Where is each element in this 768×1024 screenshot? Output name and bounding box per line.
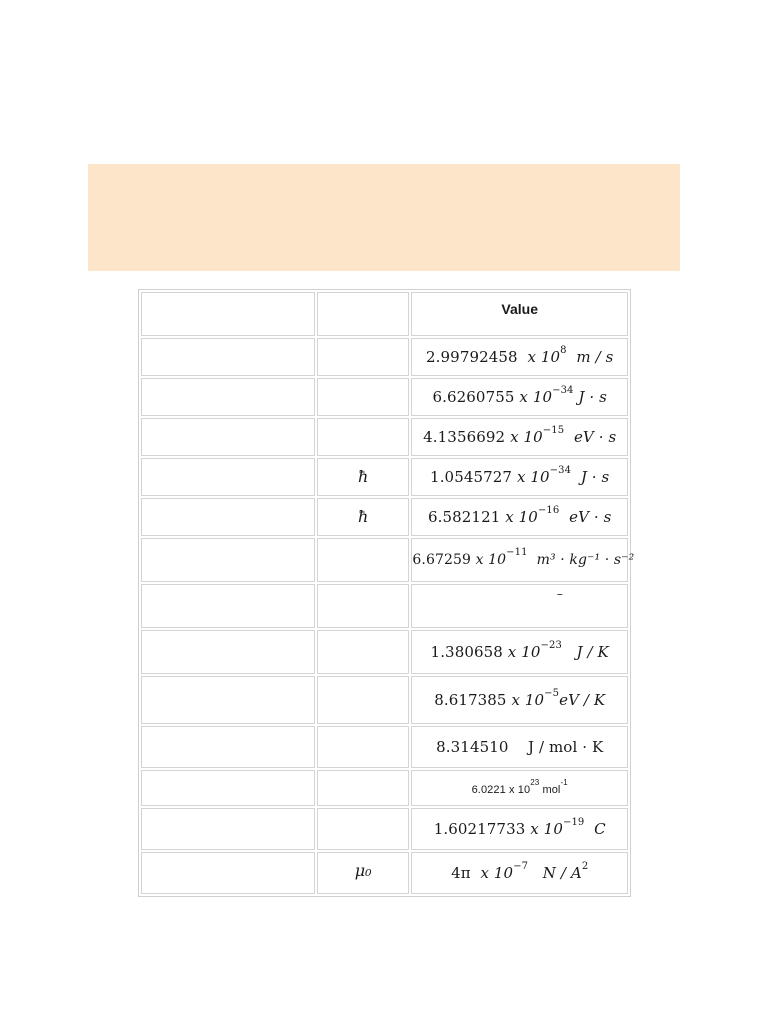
name-cell [141,770,315,806]
value-cell: 8.617385 x $10^{-5}eV$ / K [411,676,628,724]
symbol-cell [317,378,410,416]
symbol-cell [317,676,410,724]
symbol-cell [317,538,410,582]
name-cell [141,498,315,536]
value-cell: 6.6260755 x $10^{-34}$ J · s [411,378,628,416]
table-row [141,808,628,850]
table-header-row [141,292,628,336]
table-row [141,852,628,894]
value-cell: 1.60217733 x $10^{-19}$ C [411,808,628,850]
table-row [141,378,628,416]
hbar-symbol: ħ [317,458,410,496]
table-row [141,630,628,674]
table-row [141,770,628,806]
name-cell [141,418,315,456]
symbol-cell [317,584,410,628]
symbol-cell [317,338,410,376]
table-row [141,458,628,496]
name-cell [141,726,315,768]
value-cell: 1.380658 x $10^{-23}$ J / K [411,630,628,674]
value-cell: 6.67259 x $10^{-11}$ m³ · kg⁻¹ · s⁻² [411,538,628,582]
hbar-symbol: ħ [317,498,410,536]
value-cell: 4π x $10^{-7}$ N / $A^2$ [411,852,628,894]
value-cell: – [411,584,628,628]
value-cell: 8.314510 J / mol · K [411,726,628,768]
symbol-cell [317,726,410,768]
table-row [141,498,628,536]
table-row [141,584,628,628]
value-cell: 1.0545727 x $10^{-34}$ J · s [411,458,628,496]
name-cell [141,584,315,628]
constants-table [138,289,635,897]
table-row [141,726,628,768]
symbol-cell [317,770,410,806]
table-row [141,538,628,582]
table-row [141,676,628,724]
table-row [141,418,628,456]
name-cell [141,808,315,850]
header-symbol-cell [317,292,410,336]
name-cell [141,676,315,724]
symbol-cell [317,418,410,456]
name-cell [141,378,315,416]
header-name-cell [141,292,315,336]
value-cell: 4.1356692 x $10^{-15}$ eV · s [411,418,628,456]
header-value-cell: Value [411,292,628,336]
value-cell: 2.99792458 x $10^8$ m / s [411,338,628,376]
name-cell [141,538,315,582]
name-cell [141,630,315,674]
name-cell [141,458,315,496]
value-cell: 6.0221 x $10^{23}$ mol$^{-1}$ [411,770,628,806]
symbol-cell [317,630,410,674]
table-row [141,338,628,376]
value-cell: 6.582121 x $10^{-16}$ eV · s [411,498,628,536]
header-banner [88,164,680,271]
mu0-symbol: μ₀ [317,852,410,894]
name-cell [141,338,315,376]
name-cell [141,852,315,894]
symbol-cell [317,808,410,850]
